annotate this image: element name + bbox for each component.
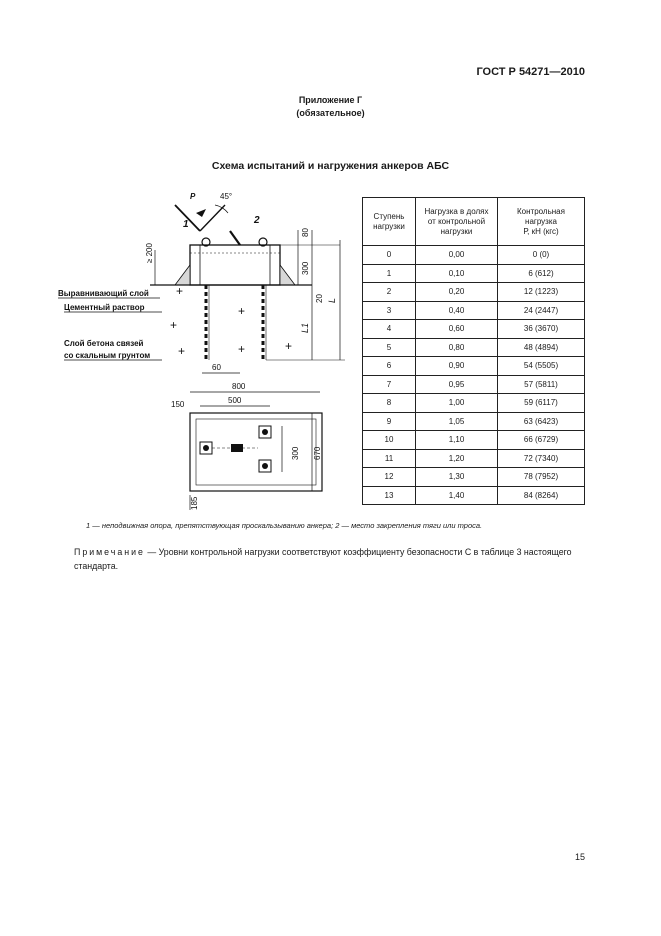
table-row [363, 338, 585, 357]
cell-load: 48 (4894) [498, 338, 585, 357]
cell-fraction: 1,05 [416, 412, 498, 431]
cell-load: 63 (6423) [498, 412, 585, 431]
document-id: ГОСТ Р 54271—2010 [476, 66, 585, 78]
cell-load: 36 (3670) [498, 320, 585, 339]
cell-fraction: 0,90 [416, 357, 498, 376]
plan-outer [190, 413, 322, 491]
section-title: Схема испытаний и нагружения анкеров АБС [211, 160, 450, 172]
cell-fraction: 1,00 [416, 394, 498, 413]
appendix-title: Приложение Г [298, 95, 363, 105]
table-row [363, 486, 585, 505]
cell-fraction: 1,40 [416, 486, 498, 505]
force-line [200, 205, 225, 231]
table-row [363, 264, 585, 283]
header-control-load: Контрольная нагрузка Р, кН (кгс) [498, 198, 585, 246]
dim-300-vertical: 300 [301, 261, 310, 275]
dim-60: 60 [212, 363, 221, 372]
note-paragraph [74, 545, 586, 573]
cell-fraction: 1,10 [416, 431, 498, 450]
svg-text:+: + [238, 342, 246, 356]
svg-text:+: + [176, 284, 184, 298]
note-lead: Примечание [74, 547, 145, 557]
svg-text:+: + [238, 304, 246, 318]
dim-150: 150 [171, 400, 185, 409]
load-steps-table [362, 197, 585, 505]
svg-text:+: + [285, 339, 293, 353]
force-label: P [190, 192, 196, 201]
cell-fraction: 0,10 [416, 264, 498, 283]
cell-load: 84 (8264) [498, 486, 585, 505]
table-row [363, 375, 585, 394]
support-block [190, 245, 280, 285]
layer-concrete-label-1: Слой бетона связей [64, 339, 144, 348]
layer-concrete-label-2: со скальным грунтом [64, 351, 151, 360]
cell-load: 57 (5811) [498, 375, 585, 394]
table-row [363, 394, 585, 413]
note-text: — Уровни контрольной нагрузки соответствуют коэффициенту безопасности С в таблице 3 настоящего стандарта. [74, 547, 572, 571]
table-row [363, 320, 585, 339]
table-row [363, 357, 585, 376]
cell-fraction: 0,80 [416, 338, 498, 357]
cell-step: 2 [363, 283, 416, 302]
cell-load: 0 (0) [498, 246, 585, 265]
cell-fraction: 1,20 [416, 449, 498, 468]
dim-L: L [327, 297, 337, 303]
dim-670: 670 [313, 446, 322, 460]
cell-step: 11 [363, 449, 416, 468]
cell-step: 12 [363, 468, 416, 487]
cell-fraction: 0,95 [416, 375, 498, 394]
marker-2: 2 [254, 215, 260, 226]
table-row [363, 301, 585, 320]
dim-800: 800 [232, 382, 246, 391]
cell-load: 54 (5505) [498, 357, 585, 376]
cell-step: 10 [363, 431, 416, 450]
dim-80: 80 [301, 228, 310, 237]
cell-fraction: 0,60 [416, 320, 498, 339]
table-row [363, 468, 585, 487]
cell-step: 3 [363, 301, 416, 320]
table-row [363, 412, 585, 431]
cell-step: 5 [363, 338, 416, 357]
cell-step: 6 [363, 357, 416, 376]
header-fraction: Нагрузка в долях от контрольной нагрузки [416, 198, 498, 246]
cell-step: 1 [363, 264, 416, 283]
appendix-status: (обязательное) [296, 108, 365, 118]
dim-200: ≥ 200 [145, 243, 154, 263]
cell-load: 59 (6117) [498, 394, 585, 413]
cell-load: 24 (2447) [498, 301, 585, 320]
layer-cement-label: Цементный раствор [64, 303, 145, 312]
table-row [363, 431, 585, 450]
cell-step: 0 [363, 246, 416, 265]
table-header-row [363, 198, 585, 246]
angle-label: 45° [220, 192, 233, 201]
page-number: 15 [574, 852, 585, 862]
cell-load: 72 (7340) [498, 449, 585, 468]
cell-step: 8 [363, 394, 416, 413]
table-row [363, 283, 585, 302]
header-step: Ступень нагрузки [363, 198, 416, 246]
cell-step: 13 [363, 486, 416, 505]
cell-load: 78 (7952) [498, 468, 585, 487]
cell-load: 6 (612) [498, 264, 585, 283]
cell-fraction: 0,20 [416, 283, 498, 302]
dim-500: 500 [228, 396, 242, 405]
cell-step: 7 [363, 375, 416, 394]
cell-load: 66 (6729) [498, 431, 585, 450]
layer-leveling-label: Выравнивающий слой [58, 289, 149, 298]
marker-1: 1 [183, 219, 189, 230]
cell-fraction: 0,00 [416, 246, 498, 265]
test-scheme-drawing [50, 185, 350, 515]
cell-fraction: 0,40 [416, 301, 498, 320]
figure-footnote: 1 — неподвижная опора, препятствующая проскальзыванию анкера; 2 — место закрепления тяги или троса. [86, 521, 483, 530]
cell-fraction: 1,30 [416, 468, 498, 487]
cell-load: 12 (1223) [498, 283, 585, 302]
cell-step: 9 [363, 412, 416, 431]
dim-300-plan: 300 [291, 446, 300, 460]
dim-20: 20 [315, 294, 324, 303]
svg-text:+: + [178, 344, 186, 358]
table-row [363, 246, 585, 265]
dim-185: 185 [190, 496, 199, 510]
cell-step: 4 [363, 320, 416, 339]
force-arrow [196, 209, 206, 217]
table-row [363, 449, 585, 468]
svg-text:+: + [170, 318, 178, 332]
dim-L1: L1 [300, 322, 310, 333]
